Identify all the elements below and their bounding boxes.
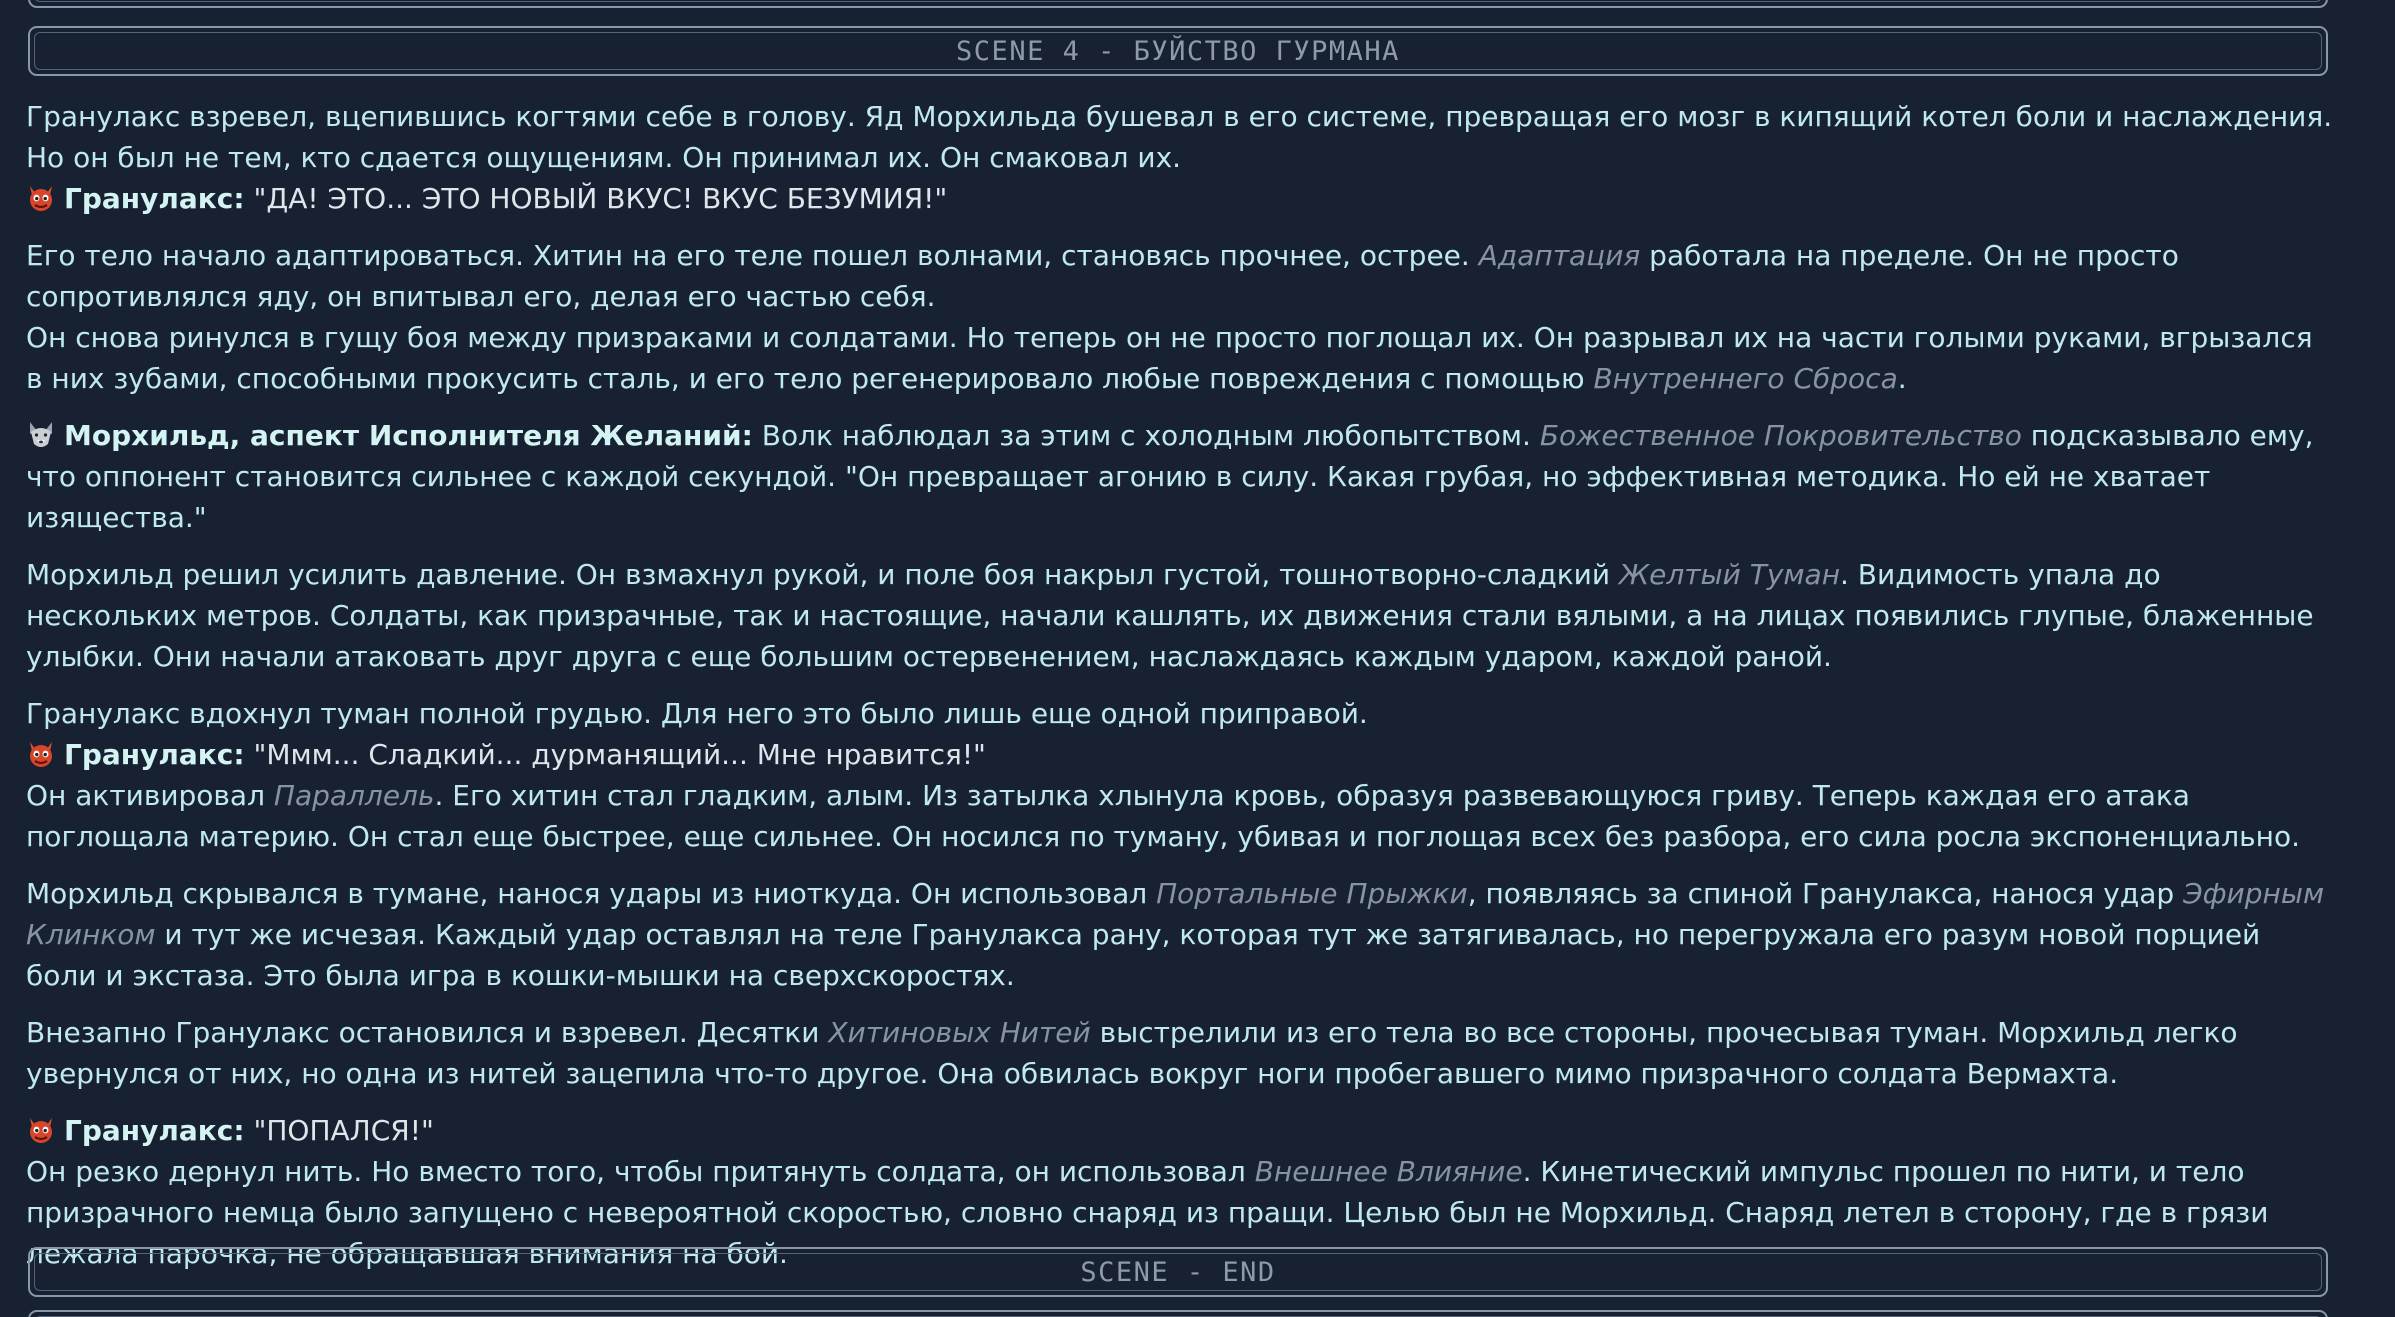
narration — [26, 317, 2336, 399]
story-paragraph-4 — [26, 554, 2336, 677]
speaker-name: Гранулакс: — [64, 738, 245, 771]
dialogue-line — [26, 415, 2336, 538]
ability-term: Портальные Прыжки — [1156, 877, 1468, 910]
narration-text: и тут же исчезая. Каждый удар оставлял на теле Гранулакса рану, которая тут же затягивалась, но перегружала его разум новой порцией боли и экстаза. Это была игра в кошки-мышки на сверхскоростях. — [26, 918, 2261, 992]
ability-term: Хитиновых Нитей — [828, 1016, 1091, 1049]
scene-end-label: SCENE - END — [1080, 1256, 1276, 1288]
devil-face-icon — [26, 739, 58, 769]
ability-term: Адаптация — [1478, 239, 1641, 272]
narration: Гранулакс вдохнул туман полной грудью. Для него это было лишь еще одной приправой. — [26, 697, 1368, 730]
narration-text: , появляясь за спиной Гранулакса, нанося удар — [1467, 877, 2184, 910]
dialogue-line — [26, 1110, 2336, 1151]
narration — [26, 873, 2336, 996]
ability-term: Божественное Покровительство — [1539, 419, 2022, 452]
scene-header — [28, 26, 2328, 76]
ability-term: Эфирным Клинком — [26, 877, 2325, 951]
narration-text: Морхильд решил усилить давление. Он взмахнул рукой, и поле боя накрыл густой, тошнотворно-сладкий — [26, 558, 1619, 591]
story-paragraph-7 — [26, 1012, 2336, 1094]
dialogue-quote: "ПОПАЛСЯ!" — [253, 1114, 434, 1147]
dialogue-quote: "ДА! ЭТО... ЭТО НОВЫЙ ВКУС! ВКУС БЕЗУМИЯ!" — [253, 182, 948, 215]
narration-text: подсказывало ему, что оппонент становится сильнее с каждой секундой. "Он превращает агонию в силу. Какая грубая, но эффективная методика. Но ей не хватает изящества." — [26, 419, 2314, 534]
story-paragraph-1 — [26, 96, 2336, 219]
narration: Гранулакс взревел, вцепившись когтями себе в голову. Яд Морхильда бушевал в его системе, превращая его мозг в кипящий котел боли и наслаждения. Но он был не тем, кто сдается ощущениям. Он принимал их. Он смаковал их. — [26, 100, 2333, 174]
narration-text: . Кинетический импульс прошел по нити, и тело призрачного немца было запущено с невероятной скоростью, словно снаряд из пращи. Целью был не Морхильд. Снаряд летел в сторону, где в грязи лежала парочка, не обращавшая внимания на бой. — [26, 1155, 2269, 1270]
narration-text: Волк наблюдал за этим с холодным любопытством. — [752, 419, 1540, 452]
narration — [26, 554, 2336, 677]
next-scene-divider — [28, 1310, 2328, 1317]
narration-text: . Его хитин стал гладким, алым. Из затылка хлынула кровь, образуя развевающуюся гриву. Теперь каждая его атака поглощала материю. Он стал еще быстрее, еще сильнее. Он носился по туману, убивая и поглощая всех без разбора, его сила росла экспоненциально. — [26, 779, 2301, 853]
narration-text: Он снова ринулся в гущу боя между призраками и солдатами. Но теперь он не просто поглощал их. Он разрывал их на части голыми руками, вгрызался в них зубами, способными прокусить сталь, и его тело регенерировало любые повреждения с помощью — [26, 321, 2313, 395]
narration-text: Внезапно Гранулакс остановился и взревел. Десятки — [26, 1016, 829, 1049]
ability-term: Параллель — [273, 779, 435, 812]
previous-scene-divider — [28, 0, 2328, 8]
ability-term: Внутреннего Сброса — [1593, 362, 1898, 395]
story-paragraph-2 — [26, 235, 2336, 399]
narration — [26, 775, 2336, 857]
dialogue-quote: "Ммм... Сладкий... дурманящий... Мне нравится!" — [253, 738, 986, 771]
ability-term: Желтый Туман — [1618, 558, 1840, 591]
narration-text: . Видимость упала до нескольких метров. Солдаты, как призрачные, так и настоящие, начали кашлять, их движения стали вялыми, а на лицах появились глупые, блаженные улыбки. Они начали атаковать друг друга с еще большим остервенением, наслаждаясь каждым ударом, каждой раной. — [26, 558, 2314, 673]
narration-text: работала на пределе. Он не просто сопротивлялся яду, он впитывал его, делая его частью себя. — [26, 239, 2179, 313]
story-content — [26, 96, 2336, 1274]
story-paragraph-6 — [26, 873, 2336, 996]
dialogue-line — [26, 734, 2336, 775]
narration-text: . — [1897, 362, 1907, 395]
scene-footer — [28, 1247, 2328, 1297]
narration-text: Его тело начало адаптироваться. Хитин на его теле пошел волнами, становясь прочнее, острее. — [26, 239, 1479, 272]
devil-face-icon — [26, 183, 58, 213]
speaker-name: Гранулакс: — [64, 1114, 245, 1147]
scene-title: SCENE 4 - БУЙСТВО ГУРМАНА — [956, 35, 1400, 67]
narration-text: Морхильд скрывался в тумане, нанося удары из ниоткуда. Он использовал — [26, 877, 1157, 910]
ability-term: Внешнее Влияние — [1254, 1155, 1523, 1188]
narration-text: выстрелили из его тела во все стороны, прочесывая туман. Морхильд легко увернулся от них, но одна из нитей зацепила что-то другое. Она обвилась вокруг ноги пробегавшего мимо призрачного солдата Вермахта. — [26, 1016, 2238, 1090]
speaker-name: Гранулакс: — [64, 182, 245, 215]
story-paragraph-3 — [26, 415, 2336, 538]
speaker-name: Морхильд, аспект Исполнителя Желаний: — [64, 419, 753, 452]
story-paragraph-5 — [26, 693, 2336, 857]
narration-text: Он резко дернул нить. Но вместо того, чтобы притянуть солдата, он использовал — [26, 1155, 1255, 1188]
narration — [26, 1012, 2336, 1094]
wolf-face-icon — [26, 420, 58, 450]
dialogue-line — [26, 178, 2336, 219]
narration-text: Он активировал — [26, 779, 274, 812]
devil-face-icon — [26, 1115, 58, 1145]
narration — [26, 235, 2336, 317]
